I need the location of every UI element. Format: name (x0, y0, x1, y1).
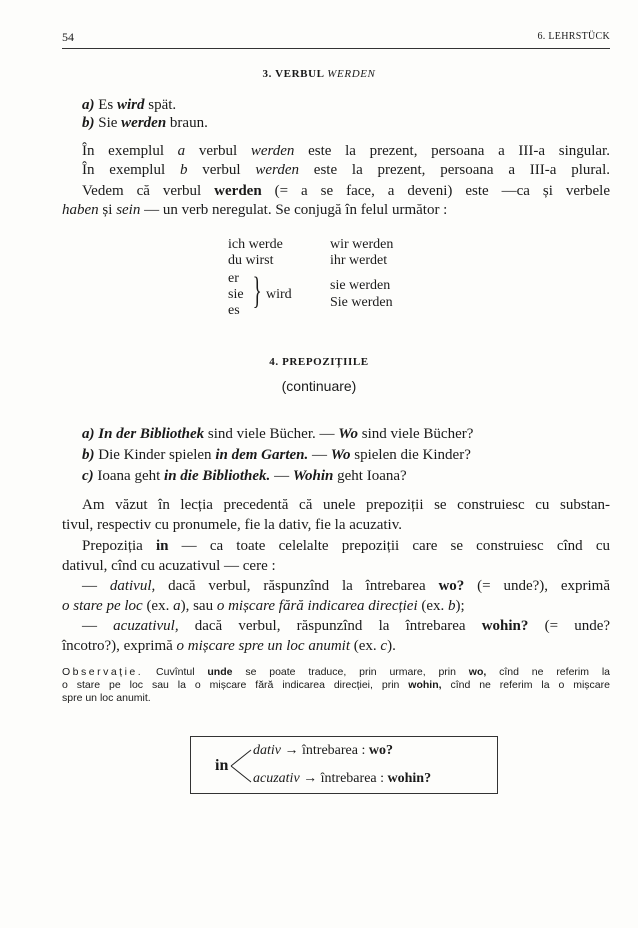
conj-du: du wirst (228, 253, 274, 268)
example-3b: b) Sie werden braun. (82, 115, 208, 131)
example-4c: c) Ioana geht in die Bibliothek. — Wohin geht Ioana? (82, 468, 407, 484)
paragraph-line: o stare pe loc (ex. a), sau o mișcare fără indicarea direcției (ex. b); (62, 598, 465, 614)
conj-Sie-formal: Sie werden (330, 295, 393, 310)
observation-line: o stare pe loc sau la o mișcare fără indicarea direcției, prin wohin, cînd ne referim la o mișcare (62, 679, 610, 691)
example-4b: b) Die Kinder spielen in dem Garten. — Wo spielen die Kinder? (82, 447, 471, 463)
summary-box (190, 736, 498, 794)
observation-line: Observație. Cuvîntul unde se poate traduce, prin urmare, prin wo, cînd ne referim la (62, 666, 610, 678)
conj-ich: ich werde (228, 237, 283, 252)
paragraph-line: — dativul, dacă verbul, răspunzînd la întrebarea wo? (= unde?), exprimă (82, 578, 610, 594)
conj-er: er (228, 271, 239, 286)
conj-es: es (228, 303, 240, 318)
fork-lines-icon (229, 745, 253, 787)
conj-wird: wird (266, 287, 292, 302)
curly-brace: } (252, 270, 262, 312)
paragraph-line: încotro?), exprimă o mișcare spre un loc anumit (ex. c). (62, 638, 396, 654)
conj-sie: sie (228, 287, 244, 302)
page-header (62, 30, 610, 49)
box-row-acuzativ: acuzativ → întrebarea : wohin? (253, 771, 432, 786)
section-4-subtitle: (continuare) (281, 378, 357, 394)
section-3-title: 3. VERBUL WERDEN (262, 68, 376, 80)
example-3a: a) Es wird spät. (82, 97, 177, 113)
chapter-label: 6. LEHRSTÜCK (537, 31, 610, 42)
paragraph-line: Vedem că verbul werden (= a se face, a deveni) este —ca și verbele (82, 183, 610, 199)
example-4a: a) In der Bibliothek sind viele Bücher. — Wo sind viele Bücher? (82, 426, 474, 442)
paragraph-line: tivul, respectiv cu pronumele, fie la dativ, fie la acuzativ. (62, 517, 402, 533)
observation-note (62, 666, 610, 705)
conj-sie-plural: sie werden (330, 278, 391, 293)
section-4-title: 4. PREPOZIȚIILE (269, 356, 369, 368)
observation-line: spre un loc anumit. (62, 692, 151, 704)
preposition-in: in (215, 757, 229, 774)
page-number: 54 (62, 30, 74, 44)
box-row-dativ: dativ → întrebarea : wo? (253, 743, 393, 758)
conj-wir: wir werden (330, 237, 394, 252)
paragraph-line: haben și sein — un verb neregulat. Se conjugă în felul următor : (62, 202, 448, 218)
paragraph-line: dativul, cînd cu acuzativul — cere : (62, 558, 276, 574)
paragraph-line: Am văzut în lecția precedentă că unele prepoziții se construiesc cu substan- (82, 497, 610, 513)
paragraph-line: — acuzativul, dacă verbul, răspunzînd la întrebarea wohin? (= unde? (82, 618, 611, 634)
paragraph-line: În exemplul b verbul werden este la prezent, persoana a III-a plural. (82, 162, 610, 178)
paragraph-line: În exemplul a verbul werden este la prezent, persoana a III-a singular. (82, 143, 610, 159)
conj-ihr: ihr werdet (330, 253, 388, 268)
paragraph-line: Prepoziția in — ca toate celelalte prepoziții care se construiesc cînd cu (82, 538, 610, 554)
